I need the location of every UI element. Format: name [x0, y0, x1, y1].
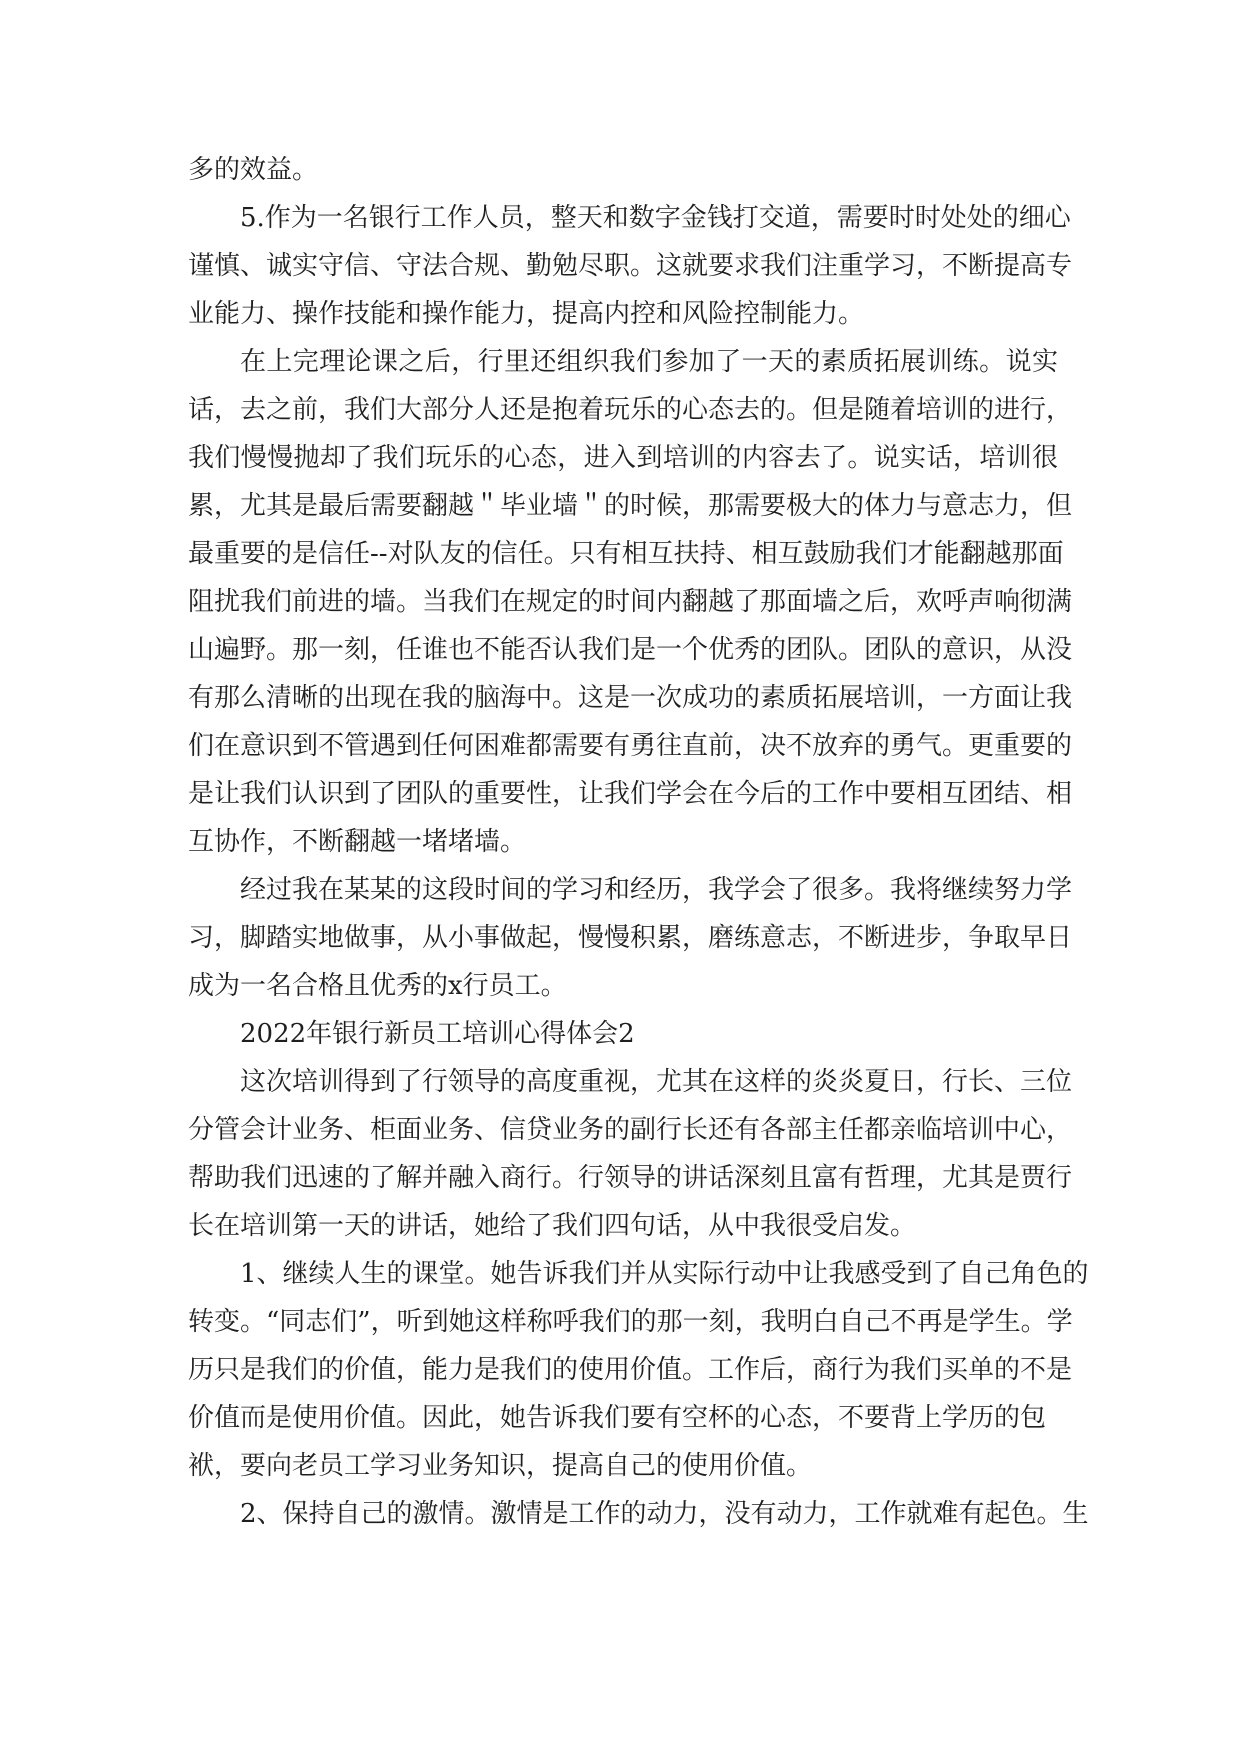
text-line: 有那么清晰的出现在我的脑海中。这是一次成功的素质拓展培训，一方面让我	[188, 683, 1073, 713]
text-line: 价值而是使用价值。因此，她告诉我们要有空杯的心态，不要背上学历的包	[188, 1403, 1047, 1433]
text-line: 转变。“同志们”，听到她这样称呼我们的那一刻，我明白自己不再是学生。学	[188, 1307, 1073, 1337]
text-line: 互协作，不断翻越一堵堵墙。	[188, 827, 527, 857]
text-line: 1、继续人生的课堂。她告诉我们并从实际行动中让我感受到了自己角色的	[240, 1259, 1089, 1289]
text-line: 山遍野。那一刻，任谁也不能否认我们是一个优秀的团队。团队的意识，从没	[188, 635, 1073, 665]
text-line: 业能力、操作技能和操作能力，提高内控和风险控制能力。	[188, 299, 865, 329]
text-line: 我们慢慢抛却了我们玩乐的心态，进入到培训的内容去了。说实话，培训很	[188, 443, 1058, 473]
text-line: 习，脚踏实地做事，从小事做起，慢慢积累，磨练意志，不断进步，争取早日	[188, 923, 1073, 953]
text-line: 多的效益。	[188, 155, 319, 185]
text-line: 最重要的是信任--对队友的信任。只有相互扶持、相互鼓励我们才能翻越那面	[188, 539, 1064, 569]
text-line: 经过我在某某的这段时间的学习和经历，我学会了很多。我将继续努力学	[240, 875, 1073, 905]
text-line: 历只是我们的价值，能力是我们的使用价值。工作后，商行为我们买单的不是	[188, 1355, 1073, 1385]
text-line: 是让我们认识到了团队的重要性，让我们学会在今后的工作中要相互团结、相	[188, 779, 1073, 809]
text-line: 5.作为一名银行工作人员，整天和数字金钱打交道，需要时时处处的细心	[240, 203, 1071, 233]
text-line: 2、保持自己的激情。激情是工作的动力，没有动力，工作就难有起色。生	[240, 1499, 1089, 1529]
text-line: 袱，要向老员工学习业务知识，提高自己的使用价值。	[188, 1451, 813, 1481]
text-line: 谨慎、诚实守信、守法合规、勤勉尽职。这就要求我们注重学习，不断提高专	[188, 251, 1073, 281]
text-line: 阻扰我们前进的墙。当我们在规定的时间内翻越了那面墙之后，欢呼声响彻满	[188, 587, 1073, 617]
text-line: 这次培训得到了行领导的高度重视，尤其在这样的炎炎夏日，行长、三位	[240, 1067, 1073, 1097]
text-line: 话，去之前，我们大部分人还是抱着玩乐的心态去的。但是随着培训的进行，	[188, 395, 1073, 425]
text-line: 长在培训第一天的讲话，她给了我们四句话，从中我很受启发。	[188, 1211, 917, 1241]
section-heading: 2022年银行新员工培训心得体会2	[240, 1019, 635, 1049]
text-line: 在上完理论课之后，行里还组织我们参加了一天的素质拓展训练。说实	[240, 347, 1058, 377]
text-line: 分管会计业务、柜面业务、信贷业务的副行长还有各部主任都亲临培训中心，	[188, 1115, 1073, 1145]
text-line: 成为一名合格且优秀的x行员工。	[188, 971, 567, 1001]
text-line: 们在意识到不管遇到任何困难都需要有勇往直前，决不放弃的勇气。更重要的	[188, 731, 1073, 761]
text-line: 累，尤其是最后需要翻越＂毕业墙＂的时候，那需要极大的体力与意志力，但	[188, 491, 1073, 521]
text-line: 帮助我们迅速的了解并融入商行。行领导的讲话深刻且富有哲理，尤其是贾行	[188, 1163, 1073, 1193]
